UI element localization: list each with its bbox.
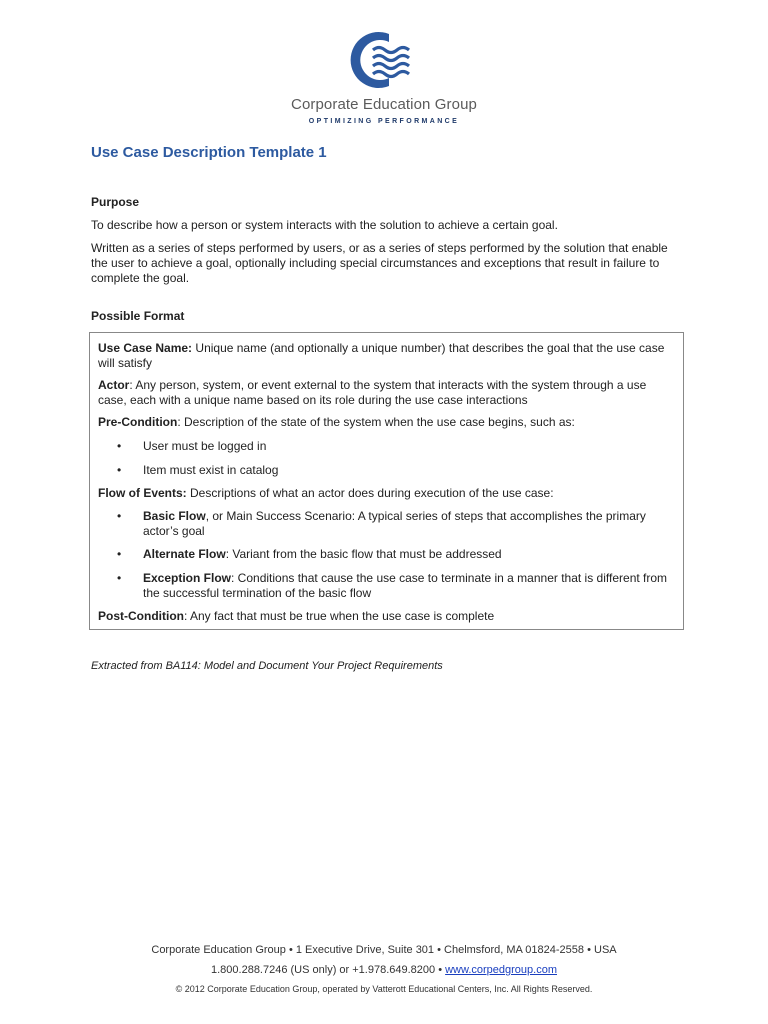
postcondition-row — [98, 609, 676, 624]
precondition-row — [98, 415, 676, 430]
ceg-logo-icon — [349, 28, 419, 92]
flow-text: Descriptions of what an actor does during execution of the use case: — [186, 486, 554, 500]
logo-company-name: Corporate Education Group — [291, 96, 477, 113]
flow-of-events-row — [98, 486, 676, 501]
format-heading: Possible Format — [91, 309, 185, 323]
logo-tagline: OPTIMIZING PERFORMANCE — [308, 118, 460, 125]
bullet-icon: • — [117, 439, 122, 453]
bullet-icon: • — [117, 571, 122, 585]
flow-item-exception — [143, 571, 673, 601]
precondition-item: Item must exist in catalog — [143, 463, 279, 477]
purpose-paragraph-1: To describe how a person or system interacts with the solution to achieve a certain goal. — [91, 218, 558, 232]
use-case-name-text: Unique name (and optionally a unique number) that describes the goal that the use case will satisfy — [98, 341, 665, 370]
precondition-item: User must be logged in — [143, 439, 267, 453]
footer-website-link[interactable]: www.corpedgroup.com — [445, 964, 557, 976]
flow-item-label: Alternate Flow — [143, 547, 226, 561]
actor-row — [98, 378, 676, 408]
bullet-icon: • — [117, 509, 122, 523]
precondition-label: Pre-Condition — [98, 415, 178, 429]
footer-address: Corporate Education Group • 1 Executive Drive, Suite 301 • Chelmsford, MA 01824-2558 • USA — [151, 944, 617, 956]
footer-copyright: © 2012 Corporate Education Group, operated by Vatterott Educational Centers, Inc. All Rights Reserved. — [175, 984, 593, 994]
bullet-icon: • — [117, 547, 122, 561]
flow-item-label: Exception Flow — [143, 571, 232, 585]
precondition-text: : Description of the state of the system when the use case begins, such as: — [177, 415, 575, 429]
postcondition-label: Post-Condition — [98, 609, 184, 623]
purpose-heading: Purpose — [91, 195, 140, 209]
bullet-icon: • — [117, 463, 122, 477]
flow-item-text: : Variant from the basic flow that must be addressed — [225, 547, 502, 561]
flow-item-text: , or Main Success Scenario: A typical series of steps that accomplishes the primary actor’s goal — [143, 509, 646, 538]
source-note: Extracted from BA114: Model and Document Your Project Requirements — [91, 660, 443, 672]
actor-text: : Any person, system, or event external to the system that interacts with the system through a use case, each with a unique name based on its role during the use case interactions — [98, 378, 647, 407]
document-title: Use Case Description Template 1 — [91, 144, 327, 161]
flow-item-text: : Conditions that cause the use case to terminate in a manner that is different from the successful termination of the basic flow — [143, 571, 668, 600]
company-logo — [0, 28, 768, 125]
flow-item-alternate — [143, 547, 673, 562]
flow-label: Flow of Events: — [98, 486, 187, 500]
footer-phone: 1.800.288.7246 (US only) or +1.978.649.8200 • — [211, 964, 446, 976]
purpose-paragraph-2: Written as a series of steps performed by users, or as a series of steps performed by the solution that enable the user to achieve a goal, optionally including special circumstances and exceptions that result in failure to complete the goal. — [91, 241, 668, 285]
use-case-name-row — [98, 341, 676, 371]
format-box — [89, 332, 684, 630]
use-case-name-label: Use Case Name: — [98, 341, 193, 355]
actor-label: Actor — [98, 378, 130, 392]
flow-item-basic — [143, 509, 673, 539]
footer-contact — [0, 964, 768, 976]
flow-item-label: Basic Flow — [143, 509, 206, 523]
postcondition-text: : Any fact that must be true when the use case is complete — [183, 609, 495, 623]
